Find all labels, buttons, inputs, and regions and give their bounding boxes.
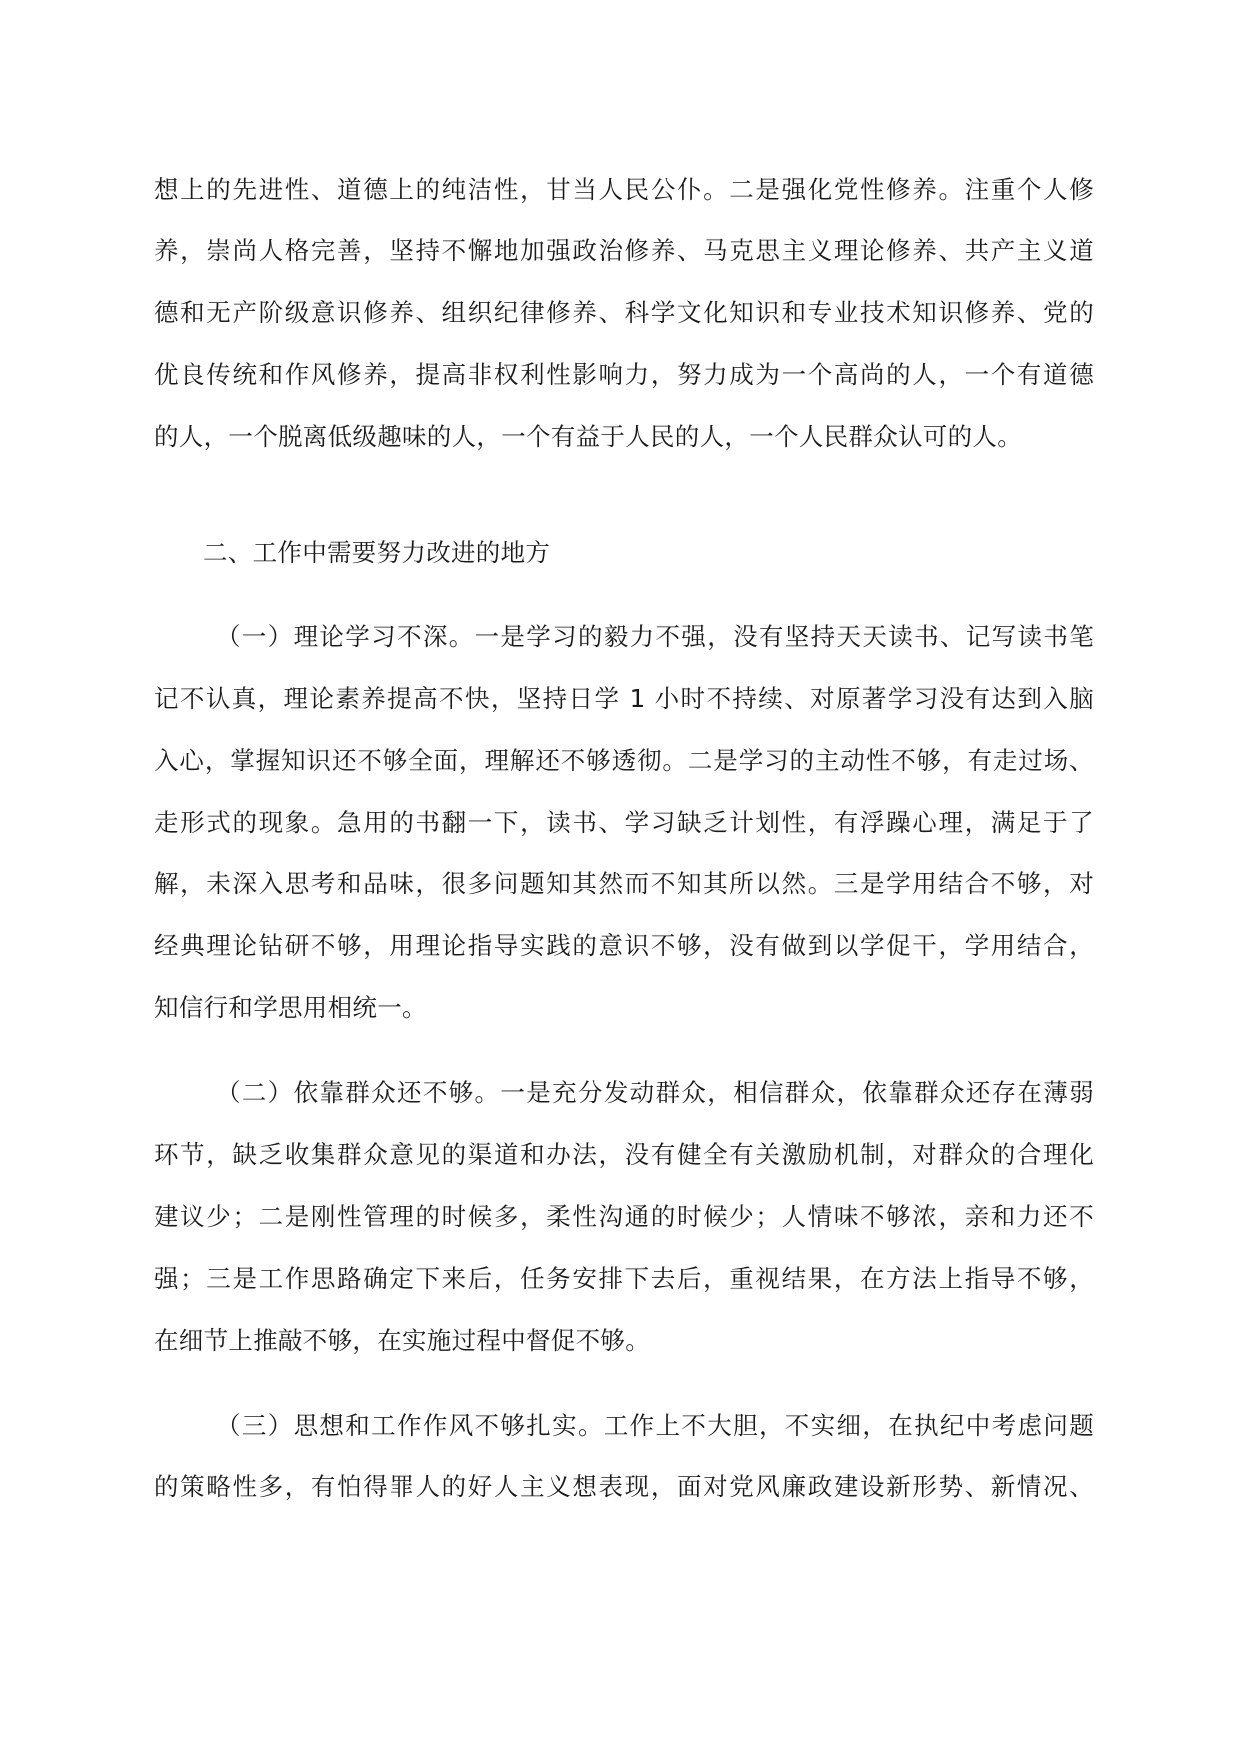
paragraph-line: 入心，掌握知识还不够全面，理解还不够透彻。二是学习的主动性不够，有走过场、 [154,746,1094,775]
paragraph-line: （二）依靠群众还不够。一是充分发动群众，相信群众，依靠群众还存在薄弱 [216,1078,1094,1107]
paragraph-line: 强；三是工作思路确定下来后，任务安排下去后，重视结果，在方法上指导不够， [154,1264,1094,1293]
paragraph-line: 的策略性多，有怕得罪人的好人主义想表现，面对党风廉政建设新形势、新情况、 [154,1472,1094,1501]
paragraph-line: 经典理论钻研不够，用理论指导实践的意识不够，没有做到以学促干，学用结合， [154,931,1094,960]
paragraph-line: 的人，一个脱离低级趣味的人，一个有益于人民的人，一个人民群众认可的人。 [154,422,1022,451]
paragraph-line: 优良传统和作风修养，提高非权利性影响力，努力成为一个高尚的人，一个有道德 [154,360,1094,389]
paragraph-line: 解，未深入思考和品味，很多问题知其然而不知其所以然。三是学用结合不够，对 [154,869,1094,898]
paragraph-line: （一）理论学习不深。一是学习的毅力不强，没有坚持天天读书、记写读书笔 [216,622,1094,651]
paragraph-line: 在细节上推敲不够，在实施过程中督促不够。 [154,1326,650,1355]
paragraph-line: 走形式的现象。急用的书翻一下，读书、学习缺乏计划性，有浮躁心理，满足于了 [154,808,1094,837]
paragraph-line: 环节，缺乏收集群众意见的渠道和办法，没有健全有关激励机制，对群众的合理化 [154,1140,1094,1169]
paragraph-line: 建议少；二是刚性管理的时候多，柔性沟通的时候少；人情味不够浓，亲和力还不 [154,1202,1094,1231]
paragraph-line: 记不认真，理论素养提高不快，坚持日学 1 小时不持续、对原著学习没有达到入脑 [154,684,1094,713]
paragraph-line: 养，崇尚人格完善，坚持不懈地加强政治修养、马克思主义理论修养、共产主义道 [154,236,1094,265]
paragraph-line: 德和无产阶级意识修养、组织纪律修养、科学文化知识和专业技术知识修养、党的 [154,298,1094,327]
paragraph-line: 知信行和学思用相统一。 [154,993,427,1022]
paragraph-line: 想上的先进性、道德上的纯洁性，甘当人民公仆。二是强化党性修养。注重个人修 [154,175,1094,204]
paragraph-line: （三）思想和工作作风不够扎实。工作上不大胆，不实细，在执纪中考虑问题 [216,1411,1094,1440]
section-heading: 二、工作中需要努力改进的地方 [203,538,551,567]
